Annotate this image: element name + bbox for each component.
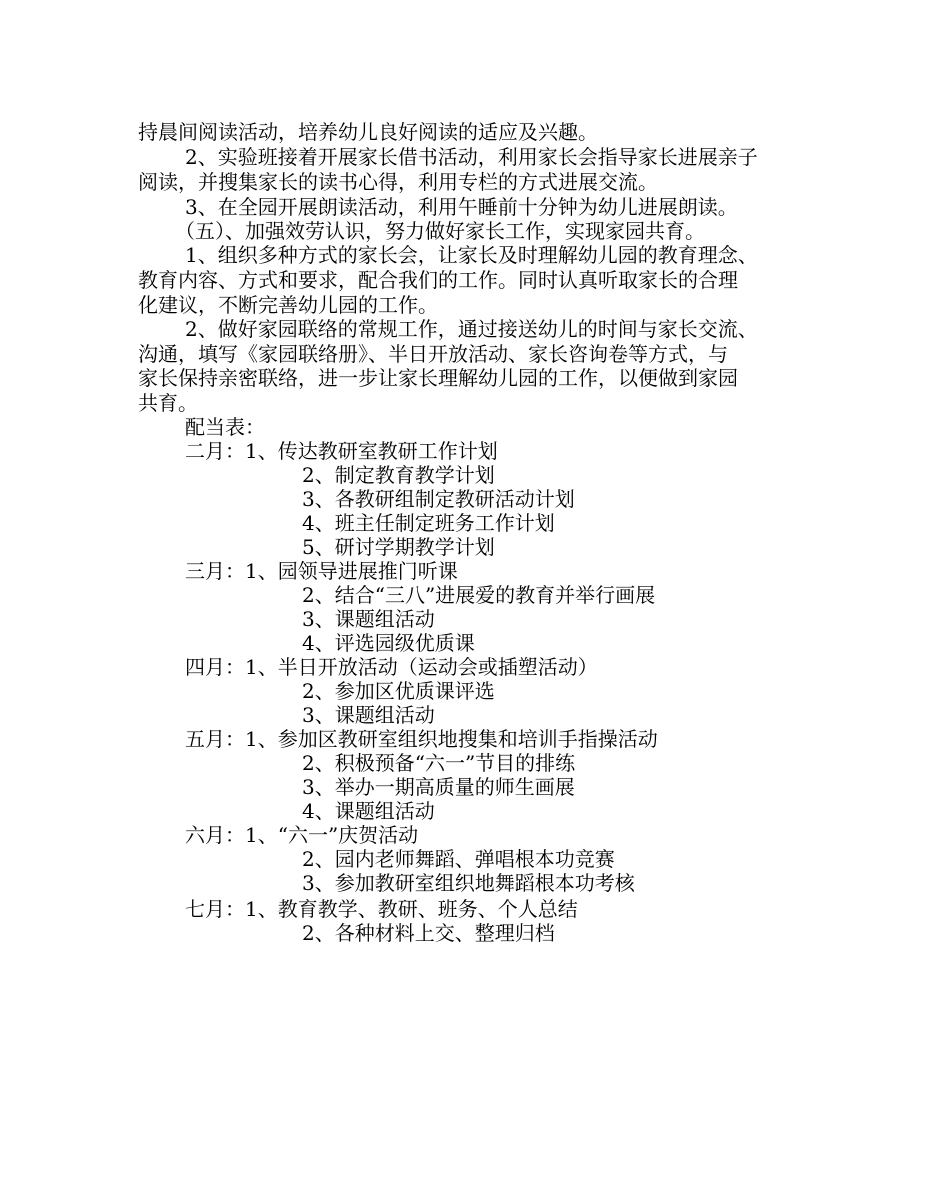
schedule-item: 1、“六一”庆贺活动: [245, 823, 419, 847]
schedule-item: 3、课题组活动: [302, 703, 435, 727]
schedule-item: 4、班主任制定班务工作计划: [302, 511, 555, 535]
paragraph-line: 1、组织多种方式的家长会，让家长及时理解幼儿园的教育理念、: [185, 243, 758, 267]
schedule-item: 3、举办一期高质量的师生画展: [302, 775, 575, 799]
schedule-item: 2、参加区优质课评选: [302, 679, 495, 703]
schedule-item: 2、积极预备“六一”节目的排练: [302, 751, 576, 775]
paragraph-line: 持晨间阅读活动，培养幼儿良好阅读的适应及兴趣。: [138, 120, 598, 144]
schedule-item: 1、教育教学、教研、班务、个人总结: [245, 897, 578, 921]
paragraph-line: 2、实验班接着开展家长借书活动，利用家长会指导家长进展亲子: [185, 145, 758, 169]
schedule-month-row: [185, 439, 498, 463]
schedule-month-row: [185, 727, 658, 751]
schedule-item: 3、各教研组制定教研活动计划: [302, 487, 575, 511]
schedule-item: 2、制定教育教学计划: [302, 463, 495, 487]
month-label: 六月：: [185, 823, 245, 847]
schedule-month-row: [185, 897, 578, 921]
paragraph-line: 阅读，并搜集家长的读书心得，利用专栏的方式进展交流。: [138, 170, 658, 194]
schedule-month-row: [185, 823, 418, 847]
schedule-item: 4、评选园级优质课: [302, 631, 475, 655]
schedule-item: 1、园领导进展推门听课: [245, 559, 458, 583]
paragraph-line: 2、做好家园联络的常规工作，通过接送幼儿的时间与家长交流、: [185, 317, 758, 341]
schedule-month-row: [185, 559, 458, 583]
schedule-item: 2、园内老师舞蹈、弹唱根本功竞赛: [302, 847, 615, 871]
month-label: 二月：: [185, 439, 245, 463]
schedule-item: 1、传达教研室教研工作计划: [245, 439, 498, 463]
schedule-month-row: [185, 655, 598, 679]
schedule-heading: 配当表：: [185, 415, 265, 439]
paragraph-line: 共育。: [138, 391, 198, 415]
schedule-item: 3、参加教研室组织地舞蹈根本功考核: [302, 871, 635, 895]
section-heading: （五）、加强效劳认识，努力做好家长工作，实现家园共育。: [175, 219, 705, 243]
schedule-item: 1、参加区教研室组织地搜集和培训手指操活动: [245, 727, 658, 751]
month-label: 五月：: [185, 727, 245, 751]
paragraph-line: 3、在全园开展朗读活动，利用午睡前十分钟为幼儿进展朗读。: [185, 195, 738, 219]
schedule-item: 4、课题组活动: [302, 799, 435, 823]
month-label: 七月：: [185, 897, 245, 921]
schedule-item: 1、半日开放活动（运动会或插塑活动）: [245, 655, 598, 679]
paragraph-line: 教育内容、方式和要求，配合我们的工作。同时认真听取家长的合理: [138, 268, 738, 292]
month-label: 四月：: [185, 655, 245, 679]
paragraph-line: 沟通，填写《家园联络册》、半日开放活动、家长咨询卷等方式，与: [138, 342, 728, 366]
paragraph-line: 化建议，不断完善幼儿园的工作。: [138, 293, 438, 317]
schedule-item: 5、研讨学期教学计划: [302, 535, 495, 559]
schedule-item: 2、结合“三八”进展爱的教育并举行画展: [302, 583, 656, 607]
schedule-item: 3、课题组活动: [302, 607, 435, 631]
paragraph-line: 家长保持亲密联络，进一步让家长理解幼儿园的工作，以便做到家园: [138, 366, 738, 390]
month-label: 三月：: [185, 559, 245, 583]
schedule-item: 2、各种材料上交、整理归档: [302, 921, 555, 945]
